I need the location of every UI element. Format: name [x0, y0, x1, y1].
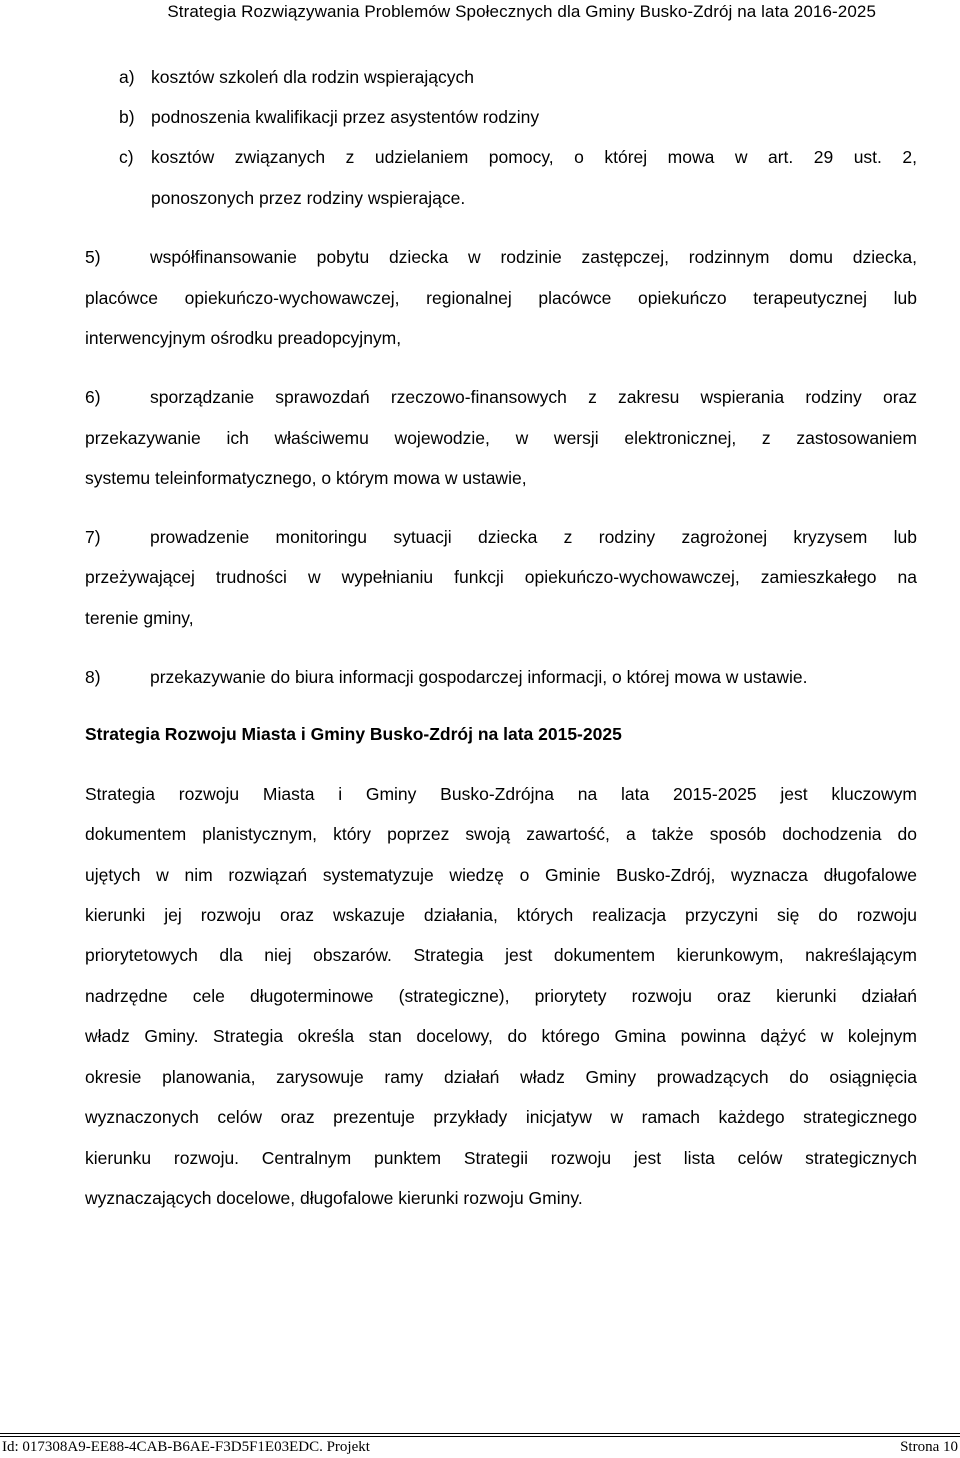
list-item-c-continuation: ponoszonych przez rodziny wspierające.	[151, 188, 466, 208]
paragraph-line: Strategia rozwoju Miasta i Gminy Busko-Zdrójna na lata 2015-2025 jest kluczowym	[85, 784, 917, 804]
paragraph-line: dokumentem planistycznym, który poprzez swoją zawartość, a także sposób dochodzenia do	[85, 824, 917, 844]
list-label: c)	[119, 147, 134, 167]
paragraph-line: wyznaczających docelowe, długofalowe kierunki rozwoju Gminy.	[85, 1188, 583, 1208]
item-number: 8)	[85, 667, 101, 687]
numbered-item-7	[85, 525, 917, 549]
item-number: 6)	[85, 387, 101, 407]
list-item-a	[119, 65, 951, 89]
item-text: sporządzanie sprawozdań rzeczowo-finansowych z zakresu wspierania rodziny oraz	[150, 387, 917, 407]
paragraph-line: wyznaczonych celów oraz prezentuje przykłady inicjatyw w ramach każdego strategicznego	[85, 1107, 917, 1127]
list-label: b)	[119, 107, 135, 127]
paragraph-line: priorytetowych dla niej obszarów. Strategia jest dokumentem kierunkowym, nakreślającym	[85, 945, 917, 965]
list-item-c	[119, 145, 917, 169]
list-text: podnoszenia kwalifikacji przez asystentów rodziny	[151, 107, 540, 127]
item-number: 7)	[85, 527, 101, 547]
item-text-line: placówce opiekuńczo-wychowawczej, regionalnej placówce opiekuńczo terapeutycznej lub	[85, 288, 917, 308]
running-header: Strategia Rozwiązywania Problemów Społecznych dla Gminy Busko-Zdrój na lata 2016-2025	[167, 2, 876, 21]
item-text: prowadzenie monitoringu sytuacji dziecka z rodziny zagrożonej kryzysem lub	[150, 527, 917, 547]
footer-divider	[0, 1436, 960, 1437]
item-text-line: przekazywanie ich właściwemu wojewodzie, w wersji elektronicznej, z zastosowaniem	[85, 428, 917, 448]
item-text: przekazywanie do biura informacji gospodarczej informacji, o której mowa w ustawie.	[150, 667, 808, 687]
item-text-line: systemu teleinformatycznego, o którym mowa w ustawie,	[85, 468, 527, 488]
numbered-item-6	[85, 385, 917, 409]
paragraph-line: nadrzędne cele długoterminowe (strategiczne), priorytety rozwoju oraz kierunki działań	[85, 986, 917, 1006]
list-label: a)	[119, 67, 135, 87]
numbered-item-8	[85, 665, 917, 689]
item-text: współfinansowanie pobytu dziecka w rodzinie zastępczej, rodzinnym domu dziecka,	[150, 247, 917, 267]
item-text-line: interwencyjnym ośrodku preadopcyjnym,	[85, 328, 402, 348]
list-item-b	[119, 105, 951, 129]
item-text-line: terenie gminy,	[85, 608, 194, 628]
list-text: kosztów związanych z udzielaniem pomocy, o której mowa w art. 29 ust. 2,	[151, 147, 917, 167]
numbered-item-5	[85, 245, 917, 269]
document-id: Id: 017308A9-EE88-4CAB-B6AE-F3D5F1E03EDC. Projekt	[2, 1439, 370, 1455]
page-number: Strona 10	[900, 1439, 958, 1455]
paragraph-line: ujętych w nim rozwiązań systematyzuje wiedzę o Gminie Busko-Zdrój, wyznacza długofalowe	[85, 865, 917, 885]
paragraph-line: władz Gminy. Strategia określa stan docelowy, do którego Gmina powinna dążyć w kolejnym	[85, 1026, 917, 1046]
item-number: 5)	[85, 247, 101, 267]
paragraph-line: kierunku rozwoju. Centralnym punktem Strategii rozwoju jest lista celów strategicznych	[85, 1148, 917, 1168]
paragraph-line: kierunki jej rozwoju oraz wskazuje działania, których realizacja przyczyni się do rozwoju	[85, 905, 917, 925]
section-heading: Strategia Rozwoju Miasta i Gminy Busko-Zdrój na lata 2015-2025	[85, 724, 622, 744]
paragraph-line: okresie planowania, zarysowuje ramy działań władz Gminy prowadzących do osiągnięcia	[85, 1067, 917, 1087]
list-text: kosztów szkoleń dla rodzin wspierających	[151, 67, 474, 87]
item-text-line: przeżywającej trudności w wypełnianiu funkcji opiekuńczo-wychowawczej, zamieszkałego na	[85, 567, 917, 587]
footer-divider	[0, 1433, 960, 1434]
